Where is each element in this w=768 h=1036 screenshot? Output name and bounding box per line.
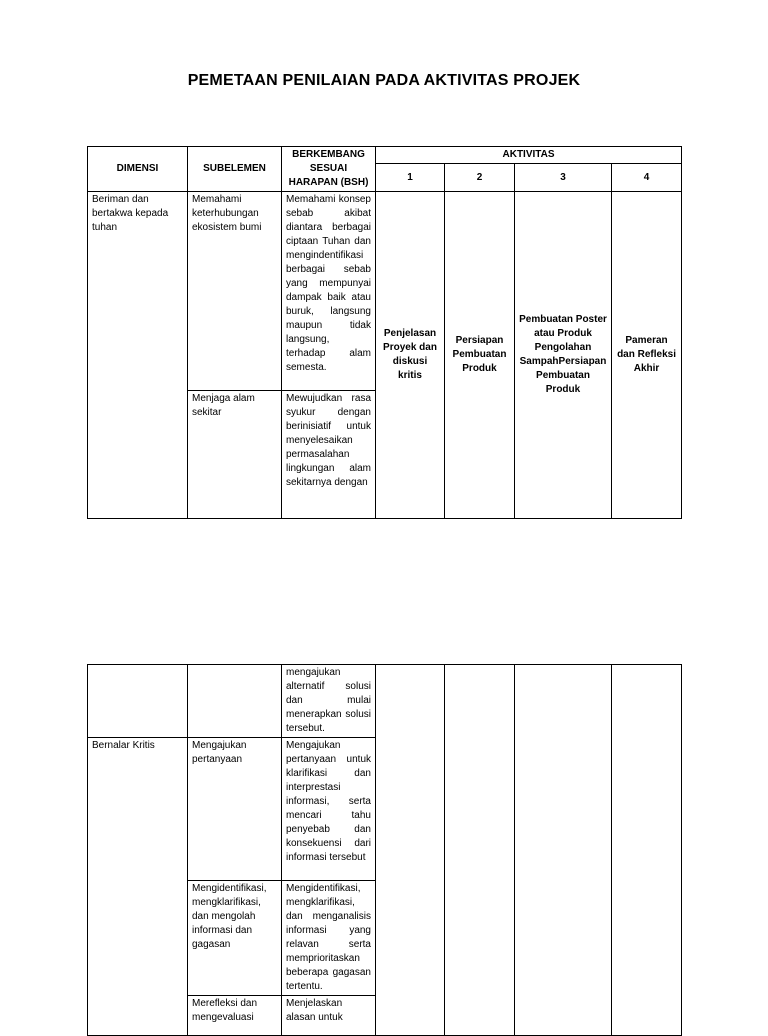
subelement-cell: Mengidentifikasi, mengklarifikasi, dan mengolah informasi dan gagasan	[188, 881, 282, 996]
header-aktivitas: AKTIVITAS	[376, 147, 682, 164]
bsh-cell: Menjelaskan alasan untuk	[282, 996, 376, 1036]
activity-4-empty	[612, 665, 682, 1036]
header-dimensi: DIMENSI	[88, 147, 188, 192]
activity-2-cell: Persiapan Pembuatan Produk	[445, 192, 515, 519]
subelement-cell: Memahami keterhubungan ekosistem bumi	[188, 192, 282, 391]
empty-cell	[88, 665, 188, 738]
bsh-cell-continued: mengajukan alternatif solusi dan mulai menerapkan solusi tersebut.	[282, 665, 376, 738]
bsh-cell: Memahami konsep sebab akibat diantara berbagai ciptaan Tuhan dan mengindentifikasi berbagai sebab yang mempunyai dampak baik atau buruk, langsung maupun tidak langsung, terhadap alam semesta.	[282, 192, 376, 391]
activity-1-cell: Penjelasan Proyek dan diskusi kritis	[376, 192, 445, 519]
assessment-table-page1	[87, 146, 682, 519]
dimension-cell: Beriman dan bertakwa kepada tuhan	[88, 192, 188, 519]
empty-cell	[188, 665, 282, 738]
activity-2-empty	[445, 665, 515, 1036]
bsh-cell: Mewujudkan rasa syukur dengan berinisiatif untuk menyelesaikan permasalahan lingkungan alam sekitarnya dengan	[282, 391, 376, 519]
dimension-cell: Bernalar Kritis	[88, 738, 188, 1036]
subelement-cell: Mengajukan pertanyaan	[188, 738, 282, 881]
assessment-table-page2	[87, 664, 682, 1036]
activity-3-cell: Pembuatan Poster atau Produk Pengolahan SampahPersiapan Pembuatan Produk	[515, 192, 612, 519]
header-activity-2: 2	[445, 164, 515, 192]
header-activity-1: 1	[376, 164, 445, 192]
page-title: PEMETAAN PENILAIAN PADA AKTIVITAS PROJEK	[187, 72, 581, 89]
header-activity-3: 3	[515, 164, 612, 192]
header-activity-4: 4	[612, 164, 682, 192]
header-subelemen: SUBELEMEN	[188, 147, 282, 192]
activity-3-empty	[515, 665, 612, 1036]
subelement-cell: Menjaga alam sekitar	[188, 391, 282, 519]
activity-1-empty	[376, 665, 445, 1036]
header-bsh: BERKEMBANG SESUAI HARAPAN (BSH)	[282, 147, 376, 192]
bsh-cell: Mengajukan pertanyaan untuk klarifikasi dan interprestasi informasi, serta mencari tahu penyebab dan konsekuensi dari informasi tersebut	[282, 738, 376, 881]
activity-4-cell: Pameran dan Refleksi Akhir	[612, 192, 682, 519]
subelement-cell: Merefleksi dan mengevaluasi	[188, 996, 282, 1036]
bsh-cell: Mengidentifikasi, mengklarifikasi, dan menganalisis informasi yang relavan serta memprioritaskan beberapa gagasan tertentu.	[282, 881, 376, 996]
